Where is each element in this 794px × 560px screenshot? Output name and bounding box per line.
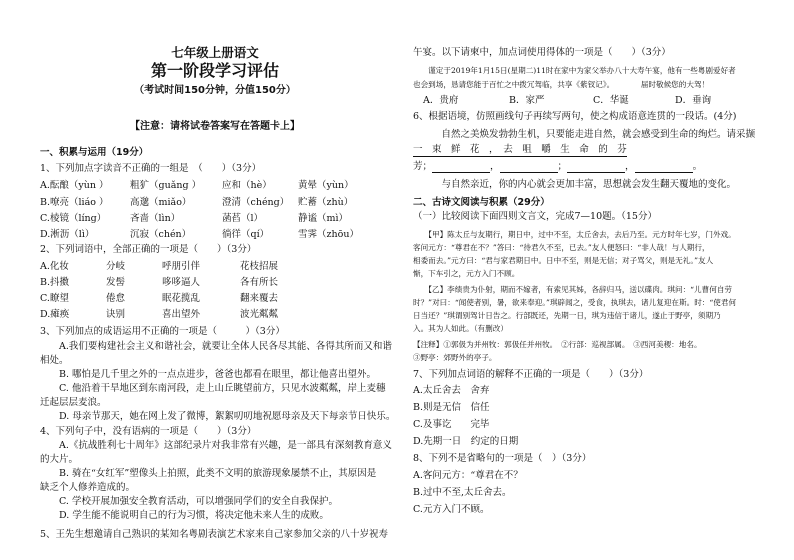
invitation-line: 也会到场，恳请您能于百忙之中拨冗驾临，共享《紫钗记》。 届时敬候您的大驾！ xyxy=(413,80,710,89)
q3-line: D. 母亲节那天，她在网上发了微博，絮絮叨叨地祝愿母亲及天下每亲节日快乐。 xyxy=(40,411,396,422)
answer-blank[interactable] xyxy=(500,162,558,173)
invitation-line: 谨定于2019年1月15日(星期二)11时在家中为家父举办八十大寿午宴，他有一些粤剧爱好者 xyxy=(413,66,736,75)
q4-line: A.《抗战胜利七十周年》这部纪录片对我非常有兴趣，是一部具有深刻教育意义 xyxy=(40,440,392,451)
q4-stem: 4、下列句子中，没有语病的一项是（ ）（3分） xyxy=(40,426,257,437)
q2-option: 发髻 xyxy=(106,277,126,288)
passage-2-line: 【乙】李绩贵为仆射，期而不嫁者，有索见其姊，各辞归马，送以碟肉。琪问：“儿曹何自劳 xyxy=(413,285,733,294)
q6-answer-line: 芳； ， ； ， 。 xyxy=(413,161,703,172)
notes: 【注释】①郭伋为并州牧：郭伋任并州牧。 ②行部：巡视部属。 ③西河美稷：地名。 xyxy=(413,340,702,349)
q2-option: C.瞭望 xyxy=(40,293,69,304)
q1-option: D.淅沥（lì） xyxy=(40,229,95,240)
q7-option: B.则是无信 信任 xyxy=(413,402,490,413)
q7-option: D.先期一日 约定的日期 xyxy=(413,436,519,447)
q3-line: C. 他沿着干旱地区到东南河段，走上山丘眺望前方，只见水波粼粼，岸上麦穗 xyxy=(40,383,386,394)
q5-option: A．贵府 xyxy=(423,95,459,106)
q2-option: 诀别 xyxy=(106,309,126,320)
q4-line: 的大片。 xyxy=(40,454,79,465)
q2-stem: 2、下列词语中，全部正确的一项是（ ）（3分） xyxy=(40,244,257,255)
q4-line: 缺乏个人修养造成的。 xyxy=(40,482,136,493)
q3-line: A.我们要构建社会主义和谐社会，就要让全体人民各尽其能、各得其所而又和谐 xyxy=(40,341,392,352)
q1-option: 黄晕（yùn） xyxy=(298,180,354,191)
q4-line: C. 学校开展加强安全教育活动，可以增强同学们的安全自我保护。 xyxy=(40,496,338,507)
q7-stem: 7、下列加点词语的解释不正确的一项是（ ）（3分） xyxy=(413,369,649,380)
q2-option: 各有所长 xyxy=(240,277,279,288)
passage-2-line: 时？”对曰：“闻使者别，暑，欲来奉迎。”琪辟闻之，受食，执琪去，诸儿复迎在斯。时：“使君何 xyxy=(413,298,737,307)
q8-option: C.元方入门不顾。 xyxy=(413,504,490,515)
q5-option: B．家严 xyxy=(509,95,545,106)
q5-option: C．华诞 xyxy=(593,95,629,106)
q1-option: 吝啬（lìn） xyxy=(130,213,181,224)
q2-option: A.化妆 xyxy=(40,261,69,272)
q1-stem: 1、下列加点字读音不正确的一组是 （ ）（3分） xyxy=(40,163,262,174)
answer-blank[interactable] xyxy=(635,162,693,173)
q1-option: B.嘹亮（liáo ） xyxy=(40,197,109,208)
q4-line: D. 学生能不能说明自己的行为习惯，将决定他未来人生的成败。 xyxy=(40,510,329,521)
q1-option: 徜徉（qí） xyxy=(222,229,270,240)
q1-option: 应和（hè） xyxy=(222,180,272,191)
q2-option: 倦怠 xyxy=(106,293,126,304)
q8-option: B.过中不至,太丘舍去。 xyxy=(413,487,512,498)
q6-stem: 6、根据语境，仿照画线句子再续写两句，使之构成语意连贯的一段话。(4分) xyxy=(413,111,737,122)
q7-option: C.及事讫 完毕 xyxy=(413,419,490,430)
q8-stem: 8、下列不是省略句的一项是（ ）（3分） xyxy=(413,453,592,464)
section-1-heading: 一、积累与运用（19分） xyxy=(40,147,149,158)
q6-context: 自然之美焕发勃勃生机，只要能走进自然，就会感受到生命的绚烂。请采撷 xyxy=(413,129,756,140)
q2-option: 波光粼粼 xyxy=(240,309,279,320)
notice: 【注意：请将试卷答案写在答题卡上】 xyxy=(130,121,300,132)
q5-stem: 5、王先生想邀请自己熟识的某知名粤剧表演艺术家来自己家参加父亲的八十岁祝寿 xyxy=(40,529,389,540)
q3-line: B. 哪怕是几千里之外的一点点进步，爸爸也都看在眼里，都让他喜出望外。 xyxy=(40,369,377,380)
q7-option: A.太丘舍去 舍弃 xyxy=(413,385,490,396)
q1-option: 雪霁（zhōu） xyxy=(298,229,359,240)
q3-line: 迁起层层麦浪。 xyxy=(40,397,107,408)
q1-option: 沉寂（chén） xyxy=(130,229,192,240)
q2-option: 哆哆逼人 xyxy=(162,277,201,288)
notes: ③野亭：郊野外的亭子。 xyxy=(413,353,497,362)
q2-option: 花枝招展 xyxy=(240,261,279,272)
exam-grade-title: 七年级上册语文 xyxy=(171,45,259,60)
exam-title: 第一阶段学习评估 xyxy=(150,61,279,80)
q5-continued: 午宴。以下请柬中，加点词使用得体的一项是（ ）（3分） xyxy=(413,47,671,58)
passage-2-line: 入。其为人如此。（有删改） xyxy=(413,324,508,333)
q1-option: 高邈（miǎo） xyxy=(130,197,192,208)
q2-option: B.抖擞 xyxy=(40,277,70,288)
answer-blank[interactable] xyxy=(567,162,625,173)
q3-line: 相处。 xyxy=(40,355,69,366)
passage-1-line: 惭，下车引之，元方入门不顾。 xyxy=(413,269,520,278)
q1-option: 静谧（mì） xyxy=(298,213,349,224)
q1-option: 菡萏（l） xyxy=(222,213,264,224)
q3-stem: 3、下列加点的成语运用不正确的一项是（ ）（3分） xyxy=(40,326,285,337)
q5-option: D．垂询 xyxy=(675,95,712,106)
q2-option: 分岐 xyxy=(106,261,126,272)
q8-option: A.客问元方：“尊君在不？ xyxy=(413,470,523,481)
q2-option: D.瘫痪 xyxy=(40,309,70,320)
q6-conclusion: 与自然亲近，你的内心就会更加丰富，思想就会发生翻天覆地的变化。 xyxy=(413,179,737,190)
q1-option: A.酝酿（yùn ） xyxy=(40,180,109,191)
q2-option: 眠花揽乱 xyxy=(162,293,201,304)
sub-section-1: （一）比较阅读下面四则文言文，完成7—10题。（15分） xyxy=(413,211,657,222)
q6-underlined-sentence: 一 束 鲜 花 ， 去 咀 嚼 生 命 的 芬 xyxy=(413,144,627,155)
answer-blank[interactable] xyxy=(432,162,490,173)
passage-1-line: 【甲】陈太丘与友期行，期日中，过中不至，太丘舍去，去后乃至。元方时年七岁，门外戏。 xyxy=(413,230,736,239)
q4-line: B. 骑在“女红军”塑像头上拍照，此类不文明的旅游现象屡禁不止，其原因是 xyxy=(40,468,377,479)
q1-option: 粗犷（guǎng ） xyxy=(130,180,202,191)
q1-option: C.棱镜（líng） xyxy=(40,213,107,224)
q2-option: 翻来覆去 xyxy=(240,293,279,304)
q6-answer-prefix: 芳； xyxy=(413,161,433,172)
q2-option: 呼朋引伴 xyxy=(162,261,201,272)
q2-option: 喜出望外 xyxy=(162,309,201,320)
q6-answer-suffix: 。 xyxy=(692,161,703,172)
q1-option: 贮蓄（zhù） xyxy=(298,197,354,208)
exam-time-info: （考试时间150分钟，分值150分） xyxy=(134,85,296,96)
passage-2-line: 日当还？”琪谓别驾计日告之。行部既还，先期一日，琪为违信于诸儿，遂止于野亭，须期乃 xyxy=(413,311,721,320)
q1-option: 澄清（chéng） xyxy=(222,197,290,208)
passage-1-line: 客问元方：“尊君在不？”答曰：“待君久不至，已去。”友人便怒曰：“非人哉！与人期行， xyxy=(413,243,710,252)
passage-1-line: 相委而去。”元方曰：“君与家君期日中。日中不至，则是无信；对子骂父，则是无礼。”友人 xyxy=(413,256,714,265)
section-2-heading: 二、古诗文阅读与积累（29分） xyxy=(413,197,550,208)
